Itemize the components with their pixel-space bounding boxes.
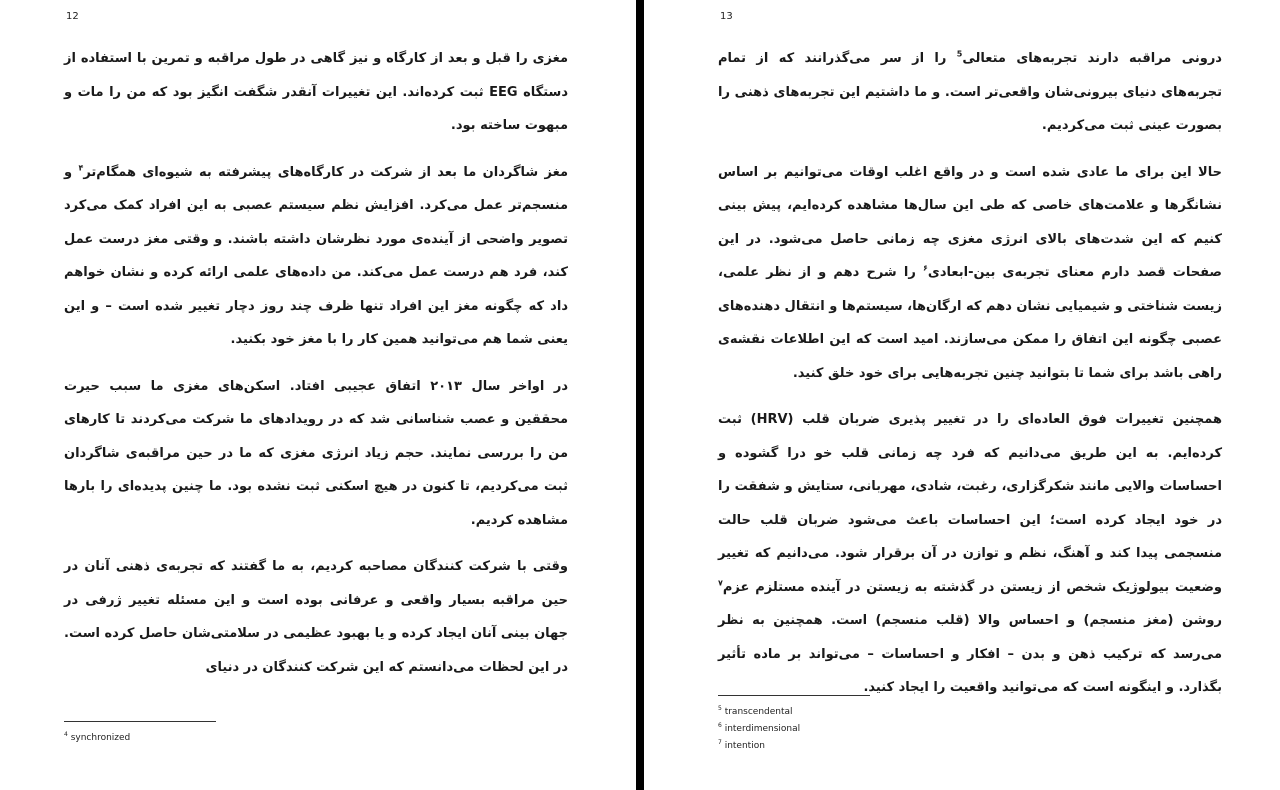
footnote-number: 5 xyxy=(718,705,722,712)
paragraph-text: درونی مراقبه دارند تجربه‌های متعالی xyxy=(962,51,1222,66)
footnote-text: synchronized xyxy=(70,733,131,743)
footnote-separator xyxy=(64,721,216,722)
page-number: 12 xyxy=(66,11,79,22)
paragraph xyxy=(64,550,568,684)
paragraph-text: در اواخر سال ۲۰۱۳ اتفاق عجیبی افتاد. اسکن‌های مغزی ما سبب حیرت محققین و عصب شناسانی شد که در رویدادهای ما شرکت می‌کردند تا کارهای من را بررسی نمایند. حجم زیاد انرژی مغزی که ما در حین مراقبه‌ی شاگردان ثبت می‌کردیم، تا کنون در هیچ اسکنی ثبت نشده بود. ما چنین پدیده‌ای را بارها مشاهده کردیم. xyxy=(64,378,568,528)
footnote xyxy=(718,736,800,753)
footnote-marker: 5 xyxy=(956,49,963,59)
footnote-number: 7 xyxy=(718,739,722,746)
paragraph-text: وقتی با شرکت کنندگان مصاحبه کردیم، به ما گفتند که تجربه‌ی ذهنی آنان در حین مراقبه بسیار واقعی و عرفانی بوده است و این مسئله تغییر ژرفی در جهان بینی آنان ایجاد کرده و یا بهبود عظیمی در سلامتی‌شان حاصل کرده است. در این لحظات می‌دانستم که این شرکت کنندگان در دنیای xyxy=(64,559,568,675)
footnote-number: 4 xyxy=(64,731,68,738)
paragraph xyxy=(64,370,568,538)
footnote-number: 6 xyxy=(718,722,722,729)
paragraph xyxy=(64,42,568,143)
paragraph xyxy=(718,156,1222,391)
paragraph-text: مغز شاگردان ما بعد از شرکت در کارگاه‌های پیشرفته به شیوه‌ای همگام‌تر xyxy=(83,164,569,180)
paragraph xyxy=(718,403,1222,705)
paragraph-text: را از سر می‌گذرانند که از تمام تجربه‌های دنیای بیرونی‌شان واقعی‌تر است. و ما داشتیم این تجربه‌های ذهنی را بصورت عینی ثبت می‌کردیم. xyxy=(718,51,1222,133)
paragraph xyxy=(718,42,1222,143)
footnote-marker: ۶ xyxy=(923,263,928,273)
page-number: 13 xyxy=(720,11,733,22)
paragraph-text: و منسجم‌تر عمل می‌کرد. افزایش نظم سیستم عصبی به این افراد کمک می‌کرد تصویر واضحی از آینده‌ی مورد نظرشان داشته باشند. و وقتی مغز درست عمل کند، فرد هم درست عمل می‌کند. من داده‌های علمی ارائه کرده و نشان خواهم داد که چگونه مغز این افراد تنها ظرف چند روز دچار تغییر شده است – و این یعنی شما هم می‌توانید همین کار را با مغز خود بکنید. xyxy=(64,164,568,347)
page-body-text xyxy=(718,42,1222,718)
footnotes xyxy=(718,702,800,753)
paragraph-text: حالا این برای ما عادی شده است و در واقع اغلب اوقات می‌توانیم بر اساس نشانگرها و علامت‌های خاصی که طی این سال‌ها مشاهده کرده‌ایم، پیش بینی کنیم که این شدت‌های بالای انرژی مغزی چه زمانی حاصل می‌شود. در این صفحات قصد دارم معنای تجربه‌ی بین-ابعادی xyxy=(718,164,1222,280)
right-page xyxy=(644,0,1280,790)
paragraph-text: همچنین تغییرات فوق العاده‌ای را در تغییر پذیری ضربان قلب (HRV) ثبت کرده‌ایم. به این طریق می‌دانیم که فرد چه زمانی قلب خو درا گشوده و احساسات والایی مانند شکرگزاری، رغبت، شادی، مهربانی، ستایش و شفقت را در خود ایجاد کرده است؛ این احساسات باعث می‌شود ضربان قلب حالت منسجمی پیدا کند و آهنگ، نظم و توازن در آن برقرار شود. می‌دانیم که تغییر وضعیت بیولوژیک شخص از زیستن در گذشته به زیستن در آینده مستلزم عزم xyxy=(718,412,1223,595)
paragraph-text: را شرح دهم و از نظر علمی، زیست شناختی و شیمیایی نشان دهم که ارگان‌ها، سیستم‌ها و انتقال دهنده‌های عصبی چگونه این اتفاق را ممکن می‌سازند. امید است که این اطلاعات نقشه‌ی راهی باشد برای شما تا بتوانید چنین تجربه‌هایی برای خود خلق کنید. xyxy=(718,265,1222,381)
footnote-text: transcendental xyxy=(724,707,793,717)
footnote xyxy=(718,702,800,719)
footnotes xyxy=(64,728,130,745)
footnote xyxy=(64,728,130,745)
page-divider xyxy=(636,0,644,790)
paragraph xyxy=(64,156,568,357)
left-page xyxy=(0,0,636,790)
footnote-marker: ۷ xyxy=(718,578,723,588)
footnote-text: interdimensional xyxy=(724,724,801,734)
page-body-text xyxy=(64,42,568,697)
footnote-separator xyxy=(718,695,870,696)
footnote-text: intention xyxy=(724,741,765,751)
footnote-marker: ۴ xyxy=(78,163,84,173)
footnote xyxy=(718,719,800,736)
paragraph-text: مغزی را قبل و بعد از کارگاه و نیز گاهی در طول مراقبه و تمرین با استفاده از دستگاه EEG ثبت کرده‌اند. این تغییرات آنقدر شگفت انگیز بود که من را مات و مبهوت ساخته بود. xyxy=(64,51,568,133)
paragraph-text: روشن (مغز منسجم) و احساس والا (قلب منسجم) است. همچنین به نظر می‌رسد که ترکیب ذهن و بدن – افکار و احساسات – می‌تواند بر ماده تأثیر بگذارد. و اینگونه است که می‌توانید واقعیت را ایجاد کنید. xyxy=(718,613,1222,695)
